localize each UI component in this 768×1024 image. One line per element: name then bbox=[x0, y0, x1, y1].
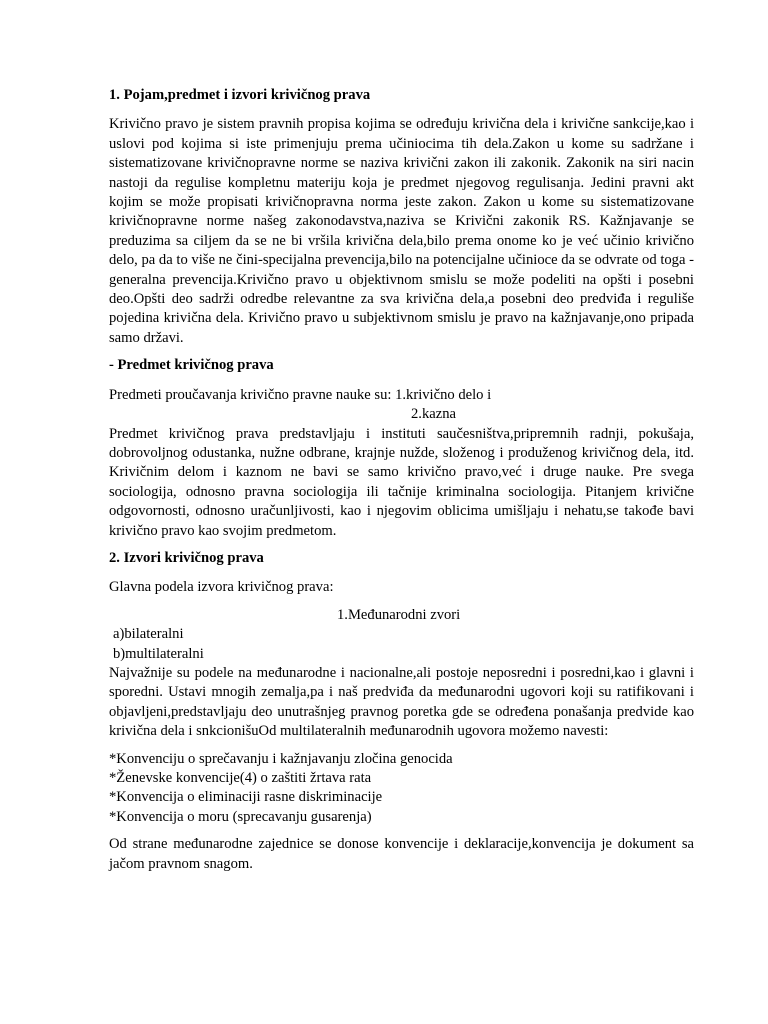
section-1-heading: 1. Pojam,predmet i izvori krivičnog prava bbox=[109, 87, 371, 103]
predmet-line-1: Predmeti proučavanja krivično pravne nauke su: 1.krivično delo i bbox=[109, 386, 492, 403]
izvori-intro: Glavna podela izvora krivičnog prava: bbox=[109, 579, 334, 596]
konvencija-item: *Konvencija o eliminaciji rasne diskriminacije bbox=[109, 789, 383, 806]
section-2-heading: 2. Izvori krivičnog prava bbox=[109, 549, 264, 566]
konvencija-item: *Ženevske konvencije(4) o zaštiti žrtava rata bbox=[109, 770, 372, 786]
konvencija-item: *Konvencija o moru (sprecavanju gusarenja) bbox=[109, 808, 372, 825]
konvencije-list bbox=[109, 750, 694, 828]
predmet-paragraph: Predmet krivičnog prava predstavljaju i instituti saučesništva,pripremnih radnji, pokušaja, dobrovoljnog odustanka, nužne odbrane, krajnje nužde, složenog i produženog krivičnog dela, itd. Krivičnim delom i kaznom ne bavi se samo krivično pravo,već i druge nauke. Pre svega sociologija, odnosno pravna sociologija ili tačnije kriminalna sociologija. Pitanjem krivične odgovornosti, odnosno uračunljivosti, kao i njegovim oblicima umišljaju i nehatu,se takođe bavi krivično pravo kao svojim predmetom. bbox=[109, 425, 694, 539]
izvori-list-item: 1.Međunarodni zvori bbox=[337, 606, 461, 623]
izvori-list-item: b)multilateralni bbox=[113, 645, 204, 662]
konvencija-item: *Konvenciju o sprečavanju i kažnjavanju zločina genocida bbox=[109, 750, 453, 767]
section-1-paragraph: Krivično pravo je sistem pravnih propisa kojima se određuju krivična dela i krivične sankcije,kao i uslovi pod kojima si iste primenjuju prema učiniocima tih dela.Zakon u kome su sadržane i sistematizovane krivičnopravne norme se naziva krivični zakon ili zakonik. Zakonik na siri nacin nastoji da regulise kompletnu materiju koja je predmet njegovog regulisanja. Jedini pravni akt kojim se može propisati krivičnopravna norma jeste zakon. Zakon u kome su sistematizovane krivičnopravne norme našeg zakonodavstva,naziva se Krivični zakonik RS. Kažnjavanje se preduzima sa ciljem da se ne bi vršila krivična dela,bilo prema onome ko je već učinio krivično delo, pa da to više ne čini-specijalna prevencija,bilo na potencijalne učinioce da se odvrate od toga - generalna prevencija.Krivično pravo u objektivnom smislu se može podeliti na opšti i posebni deo.Opšti deo sadrži odredbe relevantne za sva krivična dela,a posebni deo predviđa i reguliše pojedina krivična dela. Krivično pravo u subjektivnom smislu je pravo na kažnjavanje,ono pripada samo državi. bbox=[109, 116, 694, 346]
izvori-list bbox=[109, 606, 694, 664]
izvori-paragraph: Najvažnije su podele na međunarodne i nacionalne,ali postoje neposredni i posredni,kao i glavni i sporedni. Ustavi mnogih zemalja,pa i naš predviđa da međunarodni ugovori koji su ratifikovani i objavljeni,predstavljaju deo unutrašnjeg pravnog poretka gde se određena ponašanja predvide kao krivična dela i snkcionišuOd multilateralnih međunarodnih ugovora možemo navesti: bbox=[109, 664, 694, 740]
predmet-line-2: 2.kazna bbox=[411, 406, 456, 423]
predmet-heading: - Predmet krivičnog prava bbox=[109, 357, 274, 374]
closing-paragraph: Od strane međunarodne zajednice se donose konvencije i deklaracije,konvencija je dokument sa jačom pravnom snagom. bbox=[109, 836, 694, 872]
izvori-list-item: a)bilateralni bbox=[113, 626, 184, 643]
